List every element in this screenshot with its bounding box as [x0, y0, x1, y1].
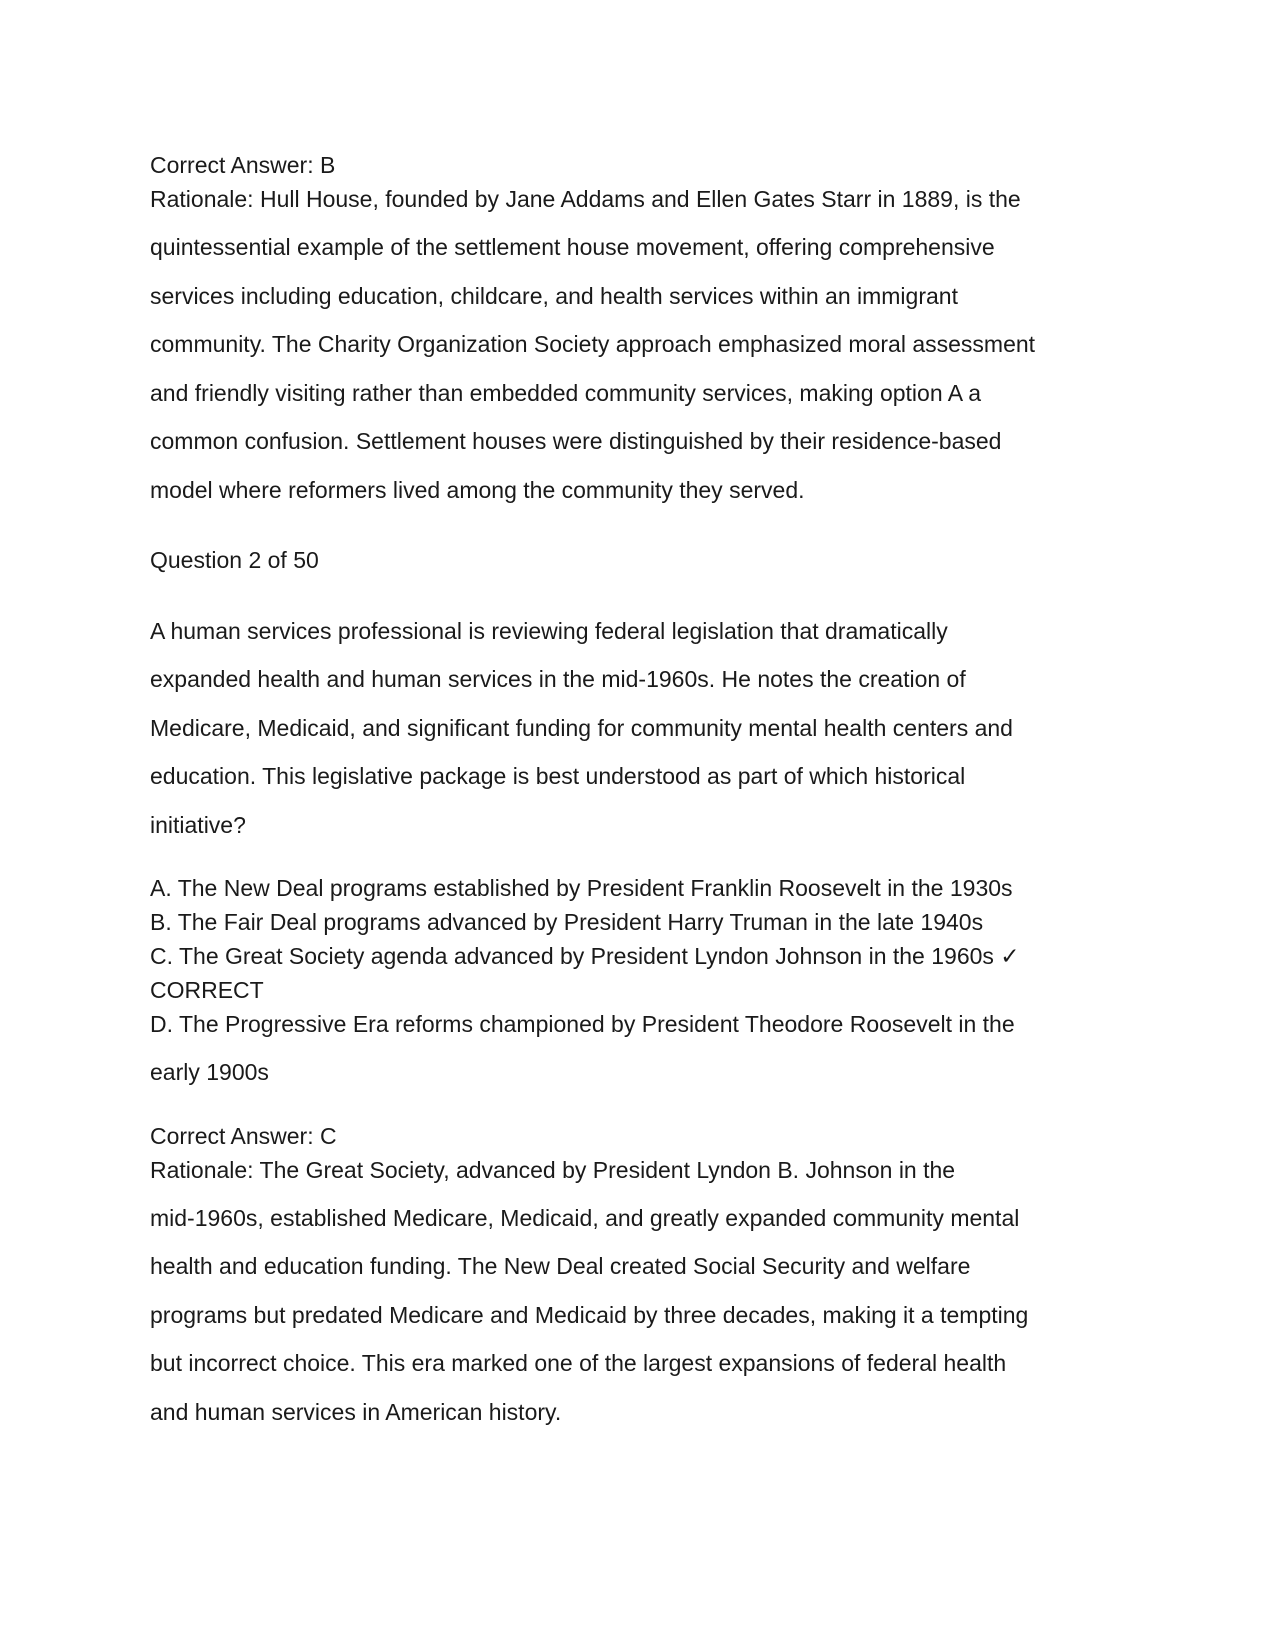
rationale-line: Rationale: The Great Society, advanced by President Lyndon B. Johnson in the	[150, 1156, 956, 1183]
option-d: D. The Progressive Era reforms championed by President Theodore Roosevelt in the	[150, 1011, 1015, 1037]
document-page	[150, 148, 1125, 1436]
option-c-correct-marker: CORRECT	[150, 977, 264, 1003]
rationale-line: but incorrect choice. This era marked one of the largest expansions of federal health	[150, 1350, 1007, 1376]
stem-line: education. This legislative package is best understood as part of which historical	[150, 763, 966, 789]
rationale-line: Rationale: Hull House, founded by Jane Addams and Ellen Gates Starr in 1889, is the	[150, 186, 1021, 212]
rationale-line: and friendly visiting rather than embedded community services, making option A a	[150, 379, 981, 406]
rationale-line: common confusion. Settlement houses were distinguished by their residence-based	[150, 428, 1002, 454]
question-stem	[150, 607, 1125, 850]
rationale-line: and human services in American history.	[150, 1398, 562, 1425]
option-d-continued: early 1900s	[150, 1059, 269, 1085]
stem-line: A human services professional is reviewing federal legislation that dramatically	[150, 617, 948, 644]
stem-line: initiative?	[150, 811, 246, 838]
rationale-line: health and education funding. The New Deal created Social Security and welfare	[150, 1253, 971, 1279]
rationale-line: model where reformers lived among the community they served.	[150, 476, 805, 503]
option-c: C. The Great Society agenda advanced by President Lyndon Johnson in the 1960s ✓	[150, 943, 1020, 969]
option-a: A. The New Deal programs established by President Franklin Roosevelt in the 1930s	[150, 875, 1013, 901]
answer-options	[150, 871, 1125, 1097]
correct-answer-label: Correct Answer: C	[150, 1122, 337, 1149]
stem-line: expanded health and human services in the mid-1960s. He notes the creation of	[150, 666, 966, 692]
rationale-line: quintessential example of the settlement house movement, offering comprehensive	[150, 234, 995, 260]
stem-line: Medicare, Medicaid, and significant funding for community mental health centers and	[150, 714, 1013, 741]
answer-block-2	[150, 1119, 1125, 1437]
rationale-line: mid-1960s, established Medicare, Medicaid, and greatly expanded community mental	[150, 1204, 1020, 1231]
question-heading: Question 2 of 50	[150, 547, 319, 573]
rationale-body	[150, 223, 1125, 514]
correct-answer-label: Correct Answer: B	[150, 152, 336, 178]
option-b: B. The Fair Deal programs advanced by President Harry Truman in the late 1940s	[150, 909, 984, 935]
rationale-body	[150, 1194, 1125, 1437]
rationale-line: community. The Charity Organization Society approach emphasized moral assessment	[150, 331, 1036, 357]
answer-block-1	[150, 148, 1125, 514]
rationale-line: programs but predated Medicare and Medicaid by three decades, making it a tempting	[150, 1301, 1029, 1328]
rationale-line: services including education, childcare, and health services within an immigrant	[150, 282, 958, 309]
